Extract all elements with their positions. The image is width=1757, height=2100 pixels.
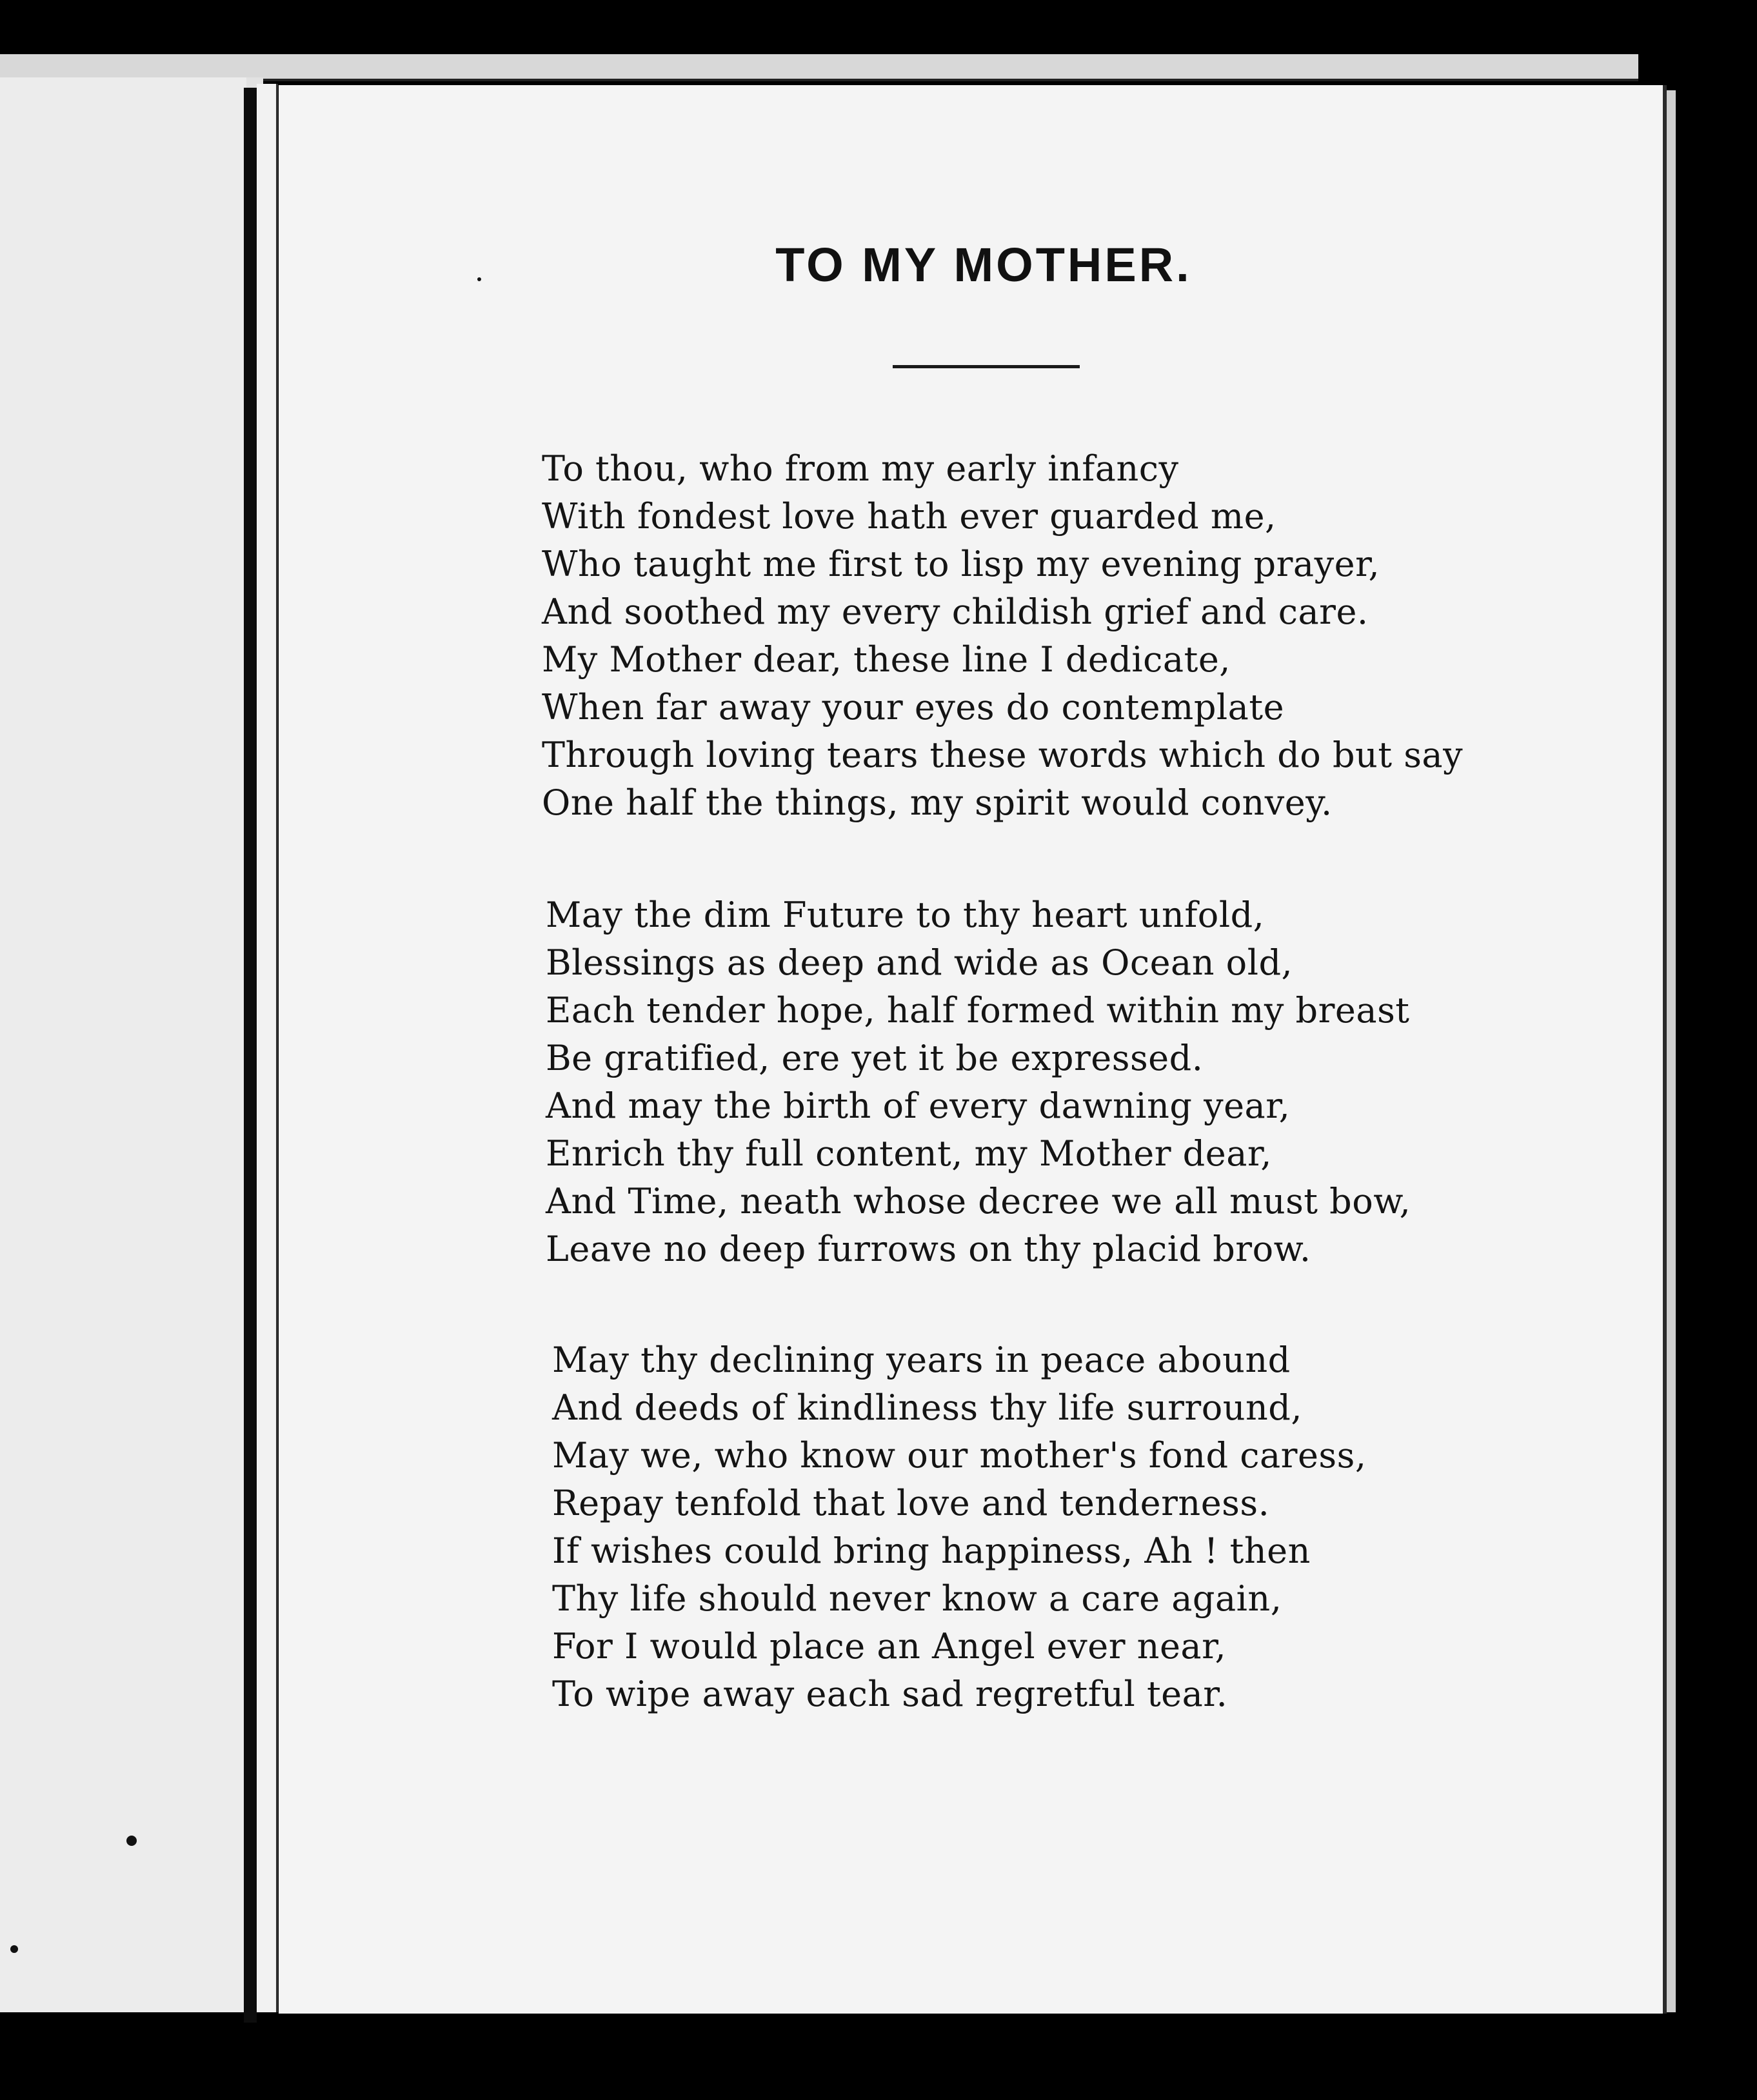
page-edge bbox=[1667, 90, 1676, 2012]
poem-stanza-2 bbox=[546, 891, 1411, 1273]
dust-speck bbox=[10, 1945, 18, 1953]
poem-line: Be gratified, ere yet it be expressed. bbox=[546, 1038, 1204, 1078]
gutter bbox=[257, 84, 278, 2012]
poem-line: May thy declining years in peace abound bbox=[552, 1340, 1291, 1380]
poem-line: May we, who know our mother's fond caress, bbox=[552, 1435, 1367, 1476]
left-page bbox=[0, 77, 246, 2012]
poem-line: If wishes could bring happiness, Ah ! then bbox=[552, 1530, 1311, 1571]
poem-line: With fondest love hath ever guarded me, bbox=[542, 496, 1276, 537]
poem-line: Through loving tears these words which do but say bbox=[542, 735, 1464, 775]
poem-line: One half the things, my spirit would convey. bbox=[542, 782, 1333, 823]
dust-speck bbox=[477, 277, 481, 281]
poem-line: Repay tenfold that love and tenderness. bbox=[552, 1483, 1270, 1523]
poem-line: Who taught me first to lisp my evening prayer, bbox=[542, 544, 1380, 584]
poem-line: For I would place an Angel ever near, bbox=[552, 1626, 1227, 1667]
poem-line: Thy life should never know a care again, bbox=[552, 1578, 1282, 1619]
poem-line: And may the birth of every dawning year, bbox=[546, 1085, 1291, 1126]
poem-stanza-3 bbox=[552, 1336, 1367, 1718]
poem-line: To thou, who from my early infancy bbox=[542, 448, 1179, 489]
poem-line: My Mother dear, these line I dedicate, bbox=[542, 639, 1231, 680]
dust-speck bbox=[126, 1836, 137, 1846]
poem-stanza-1 bbox=[542, 445, 1463, 827]
title-rule bbox=[893, 365, 1080, 368]
book-spine bbox=[244, 88, 257, 2023]
poem-line: Leave no deep furrows on thy placid brow. bbox=[546, 1229, 1311, 1269]
poem-line: And soothed my every childish grief and care. bbox=[542, 591, 1369, 632]
poem-title: TO MY MOTHER. bbox=[775, 238, 1192, 292]
poem-line: Each tender hope, half formed within my breast bbox=[546, 990, 1410, 1031]
poem-line: Blessings as deep and wide as Ocean old, bbox=[546, 942, 1293, 983]
poem-line: Enrich thy full content, my Mother dear, bbox=[546, 1133, 1272, 1174]
poem-line: And Time, neath whose decree we all must bow, bbox=[546, 1181, 1411, 1222]
poem-line: When far away your eyes do contemplate bbox=[542, 687, 1285, 728]
poem-line: To wipe away each sad regretful tear. bbox=[552, 1674, 1228, 1714]
poem-line: And deeds of kindliness thy life surround, bbox=[552, 1387, 1303, 1428]
poem-line: May the dim Future to thy heart unfold, bbox=[546, 895, 1265, 935]
